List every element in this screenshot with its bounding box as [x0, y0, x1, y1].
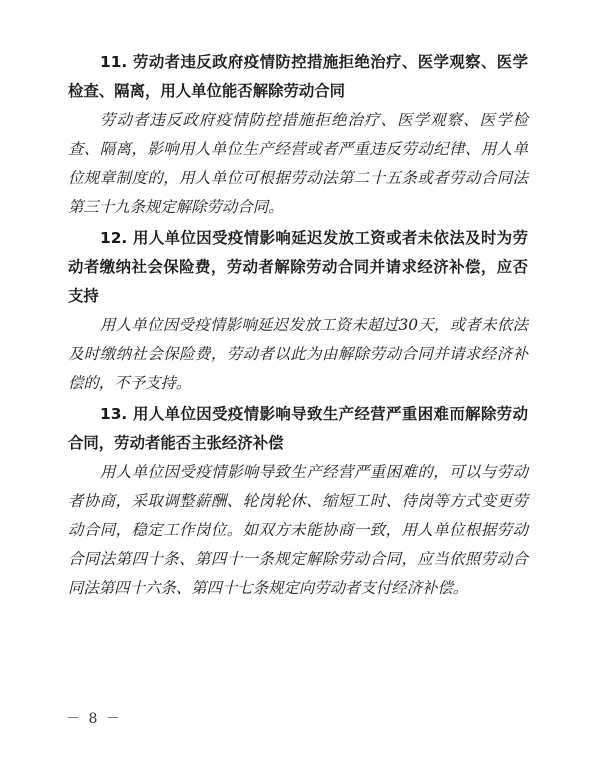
question-13: 13. 用人单位因受疫情影响导致生产经营严重困难而解除劳动合同，劳动者能否主张经济补偿 [68, 405, 528, 452]
answer-13: 用人单位因受疫情影响导致生产经营严重困难的，可以与劳动者协商，采取调整薪酬、轮岗轮休、缩短工时、待岗等方式变更劳动合同，稳定工作岗位。如双方未能协商一致，用人单位根据劳动合同法第四十条、第四十一条规定解除劳动合同，应当依照劳动合同法第四十六条、第四十七条规定向劳动者支付经济补偿。 [68, 463, 528, 597]
document-body [68, 48, 528, 605]
answer-11: 劳动者违反政府疫情防控措施拒绝治疗、医学观察、医学检查、隔离，影响用人单位生产经营或者严重违反劳动纪律、用人单位规章制度的，用人单位可根据劳动法第二十五条或者劳动合同法第三十九条规定解除劳动合同。 [68, 111, 528, 216]
question-11: 11. 劳动者违反政府疫情防控措施拒绝治疗、医学观察、医学检查、隔离，用人单位能否解除劳动合同 [68, 53, 528, 100]
answer-12: 用人单位因受疫情影响延迟发放工资未超过30天，或者未依法及时缴纳社会保险费，劳动者以此为由解除劳动合同并请求经济补偿的，不予支持。 [68, 316, 528, 392]
question-12: 12. 用人单位因受疫情影响延迟发放工资或者未依法及时为劳动者缴纳社会保险费，劳动者解除劳动合同并请求经济补偿，应否支持 [68, 229, 528, 305]
page-number: － 8 － [66, 711, 122, 727]
